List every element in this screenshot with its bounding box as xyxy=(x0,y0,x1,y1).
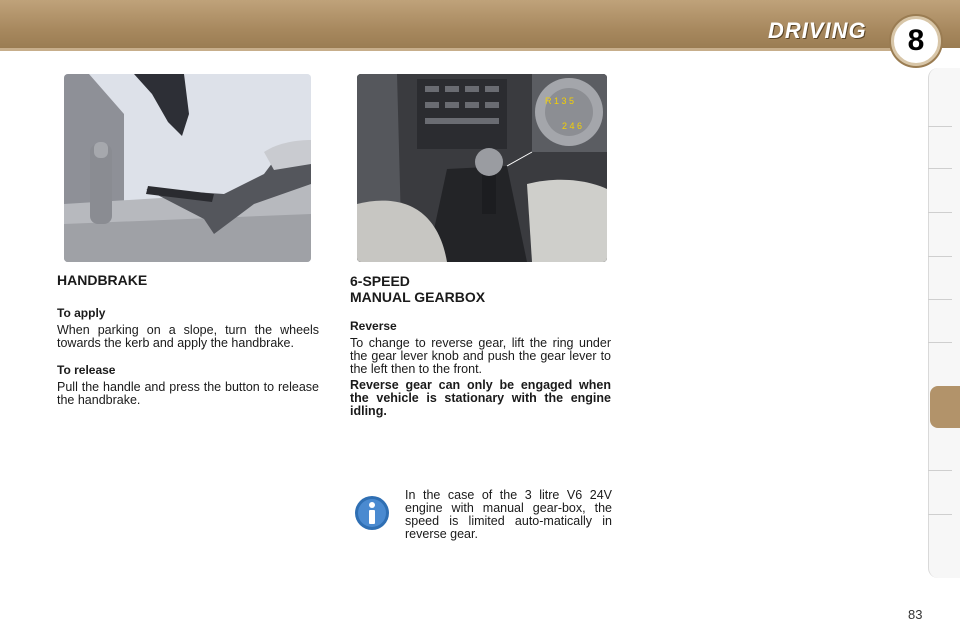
gearbox-photo xyxy=(357,74,607,262)
chapter-title: DRIVING xyxy=(768,18,867,43)
svg-text:R 1 3 5: R 1 3 5 xyxy=(545,96,575,106)
tab-separator xyxy=(928,168,952,169)
handbrake-photo xyxy=(64,74,311,262)
gearbox-title-line2: MANUAL GEARBOX xyxy=(350,289,486,305)
apply-text: When parking on a slope, turn the wheels towards the kerb and apply the handbrake. xyxy=(57,323,319,350)
tab-separator xyxy=(928,470,952,471)
tab-separator xyxy=(928,256,952,257)
release-text: Pull the handle and press the button to release the handbrake. xyxy=(57,380,319,407)
chapter-number-badge: 8 xyxy=(891,16,941,66)
tab-separator xyxy=(928,342,952,343)
info-icon xyxy=(354,495,390,531)
handbrake-title: HANDBRAKE xyxy=(57,272,148,288)
info-note xyxy=(354,489,614,549)
svg-text:2 4 6: 2 4 6 xyxy=(562,121,583,131)
apply-heading: To apply xyxy=(57,306,106,320)
active-chapter-tab[interactable] xyxy=(930,386,960,428)
reverse-heading: Reverse xyxy=(350,319,397,333)
header-underline xyxy=(0,48,900,51)
reverse-warning: Reverse gear can only be engaged when the vehicle is stationary with the engine idling. xyxy=(350,378,611,418)
page-number: 83 xyxy=(908,607,923,622)
gearbox-title-line1: 6-SPEED xyxy=(350,273,410,289)
chapter-tab-strip xyxy=(928,68,960,578)
tab-separator xyxy=(928,212,952,213)
tab-separator xyxy=(928,514,952,515)
info-text: In the case of the 3 litre V6 24V engine with manual gear-box, the speed is limited auto-matically in reverse gear. xyxy=(405,488,612,541)
tab-separator xyxy=(928,299,952,300)
gearbox-section xyxy=(350,273,611,418)
release-heading: To release xyxy=(57,363,116,377)
reverse-text: To change to reverse gear, lift the ring under the gear lever knob and push the gear lever to the left then to the front. xyxy=(350,336,611,376)
tab-separator xyxy=(928,126,952,127)
handbrake-section xyxy=(57,272,319,407)
